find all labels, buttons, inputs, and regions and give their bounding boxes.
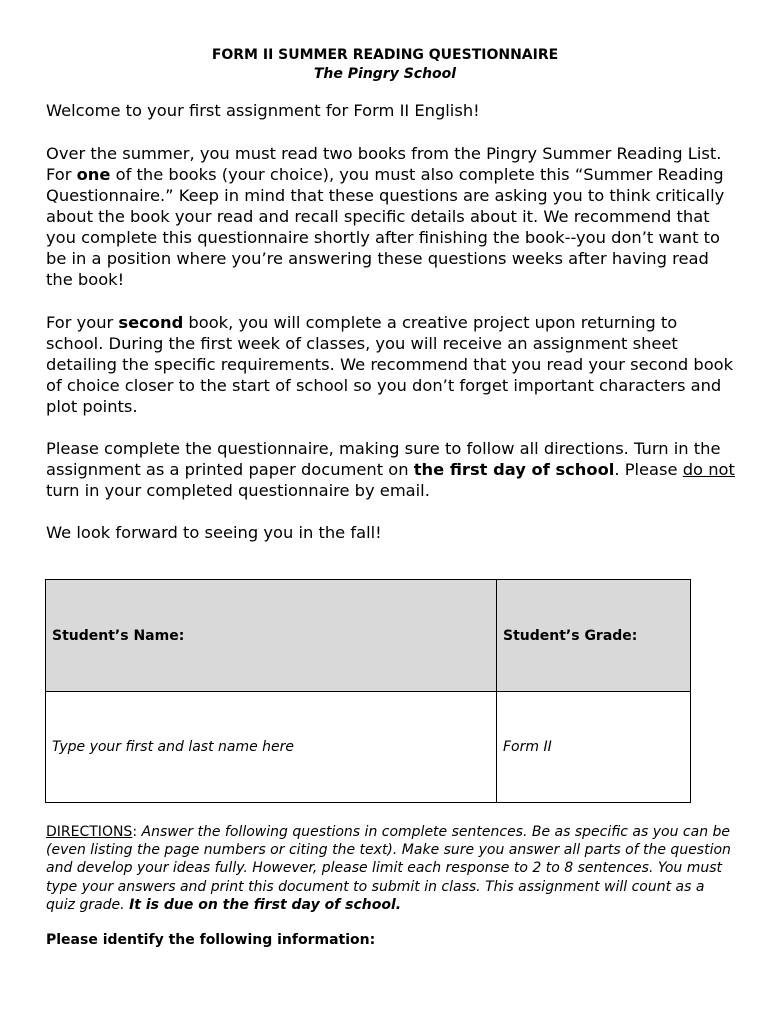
directions-label: DIRECTIONS (46, 824, 133, 840)
closing-text: We look forward to seeing you in the fall! (46, 523, 382, 542)
school-name: The Pingry School (313, 66, 457, 82)
header (0, 46, 770, 84)
para2-bold-second: second (118, 313, 184, 332)
para3-underline-do-not: do not (682, 460, 735, 479)
identify-heading: Please identify the following information: (46, 932, 376, 948)
para3-text-b: . Please (614, 460, 683, 479)
closing-paragraph (46, 522, 736, 543)
directions-paragraph (46, 823, 736, 914)
para2-text-a: For your (46, 313, 119, 332)
para1-bold-one: one (76, 165, 111, 184)
instructions-paragraph-3 (46, 438, 736, 501)
directions-due-date: It is due on the first day of school. (129, 896, 402, 913)
student-name-field[interactable]: Type your first and last name here (46, 692, 497, 803)
directions-text: Answer the following questions in complete sentences. Be as specific as you can be (even listing the page numbers or citing the text). Make sure you answer all parts of the question and develop your ideas fully. However, please limit each response to 2 to 8 sentences. You must type your answers and print this document to submit in class. This assignment will count as a quiz grade. (46, 824, 731, 913)
para3-bold-first-day: the first day of school (413, 460, 615, 479)
para1-text-b: of the books (your choice), you must also complete this “Summer Reading Questionnaire.” Keep in mind that these questions are asking you to think critically about the book your read and recall specific details about it. We recommend that you complete this questionnaire shortly after finishing the book--you don’t want to be in a position where you’re answering these questions weeks after having read the book! (46, 165, 725, 289)
directions-colon: : (132, 824, 138, 840)
welcome-paragraph (46, 100, 736, 121)
table-value-row (46, 692, 691, 803)
instructions-paragraph-2 (46, 312, 736, 417)
para2-text-b: book, you will complete a creative project upon returning to school. During the first week of classes, you will receive an assignment sheet detailing the specific requirements. We recommend that you read your second book of choice closer to the start of school so you don’t forget important characters and plot points. (46, 313, 734, 416)
table-header-row (46, 580, 691, 692)
student-name-label: Student’s Name: (46, 580, 497, 692)
welcome-text: Welcome to your first assignment for Form II English! (46, 101, 480, 120)
para3-text-a: Please complete the questionnaire, making sure to follow all directions. Turn in the assignment as a printed paper document on (46, 439, 721, 479)
student-info-table (45, 579, 691, 803)
instructions-paragraph-1 (46, 143, 736, 290)
document-title: FORM II SUMMER READING QUESTIONNAIRE (211, 47, 559, 63)
para1-text-a: Over the summer, you must read two books from the Pingry Summer Reading List. For (46, 144, 722, 184)
para3-text-c: turn in your completed questionnaire by email. (46, 481, 430, 500)
student-grade-field[interactable]: Form II (497, 692, 691, 803)
student-grade-label: Student’s Grade: (497, 580, 691, 692)
